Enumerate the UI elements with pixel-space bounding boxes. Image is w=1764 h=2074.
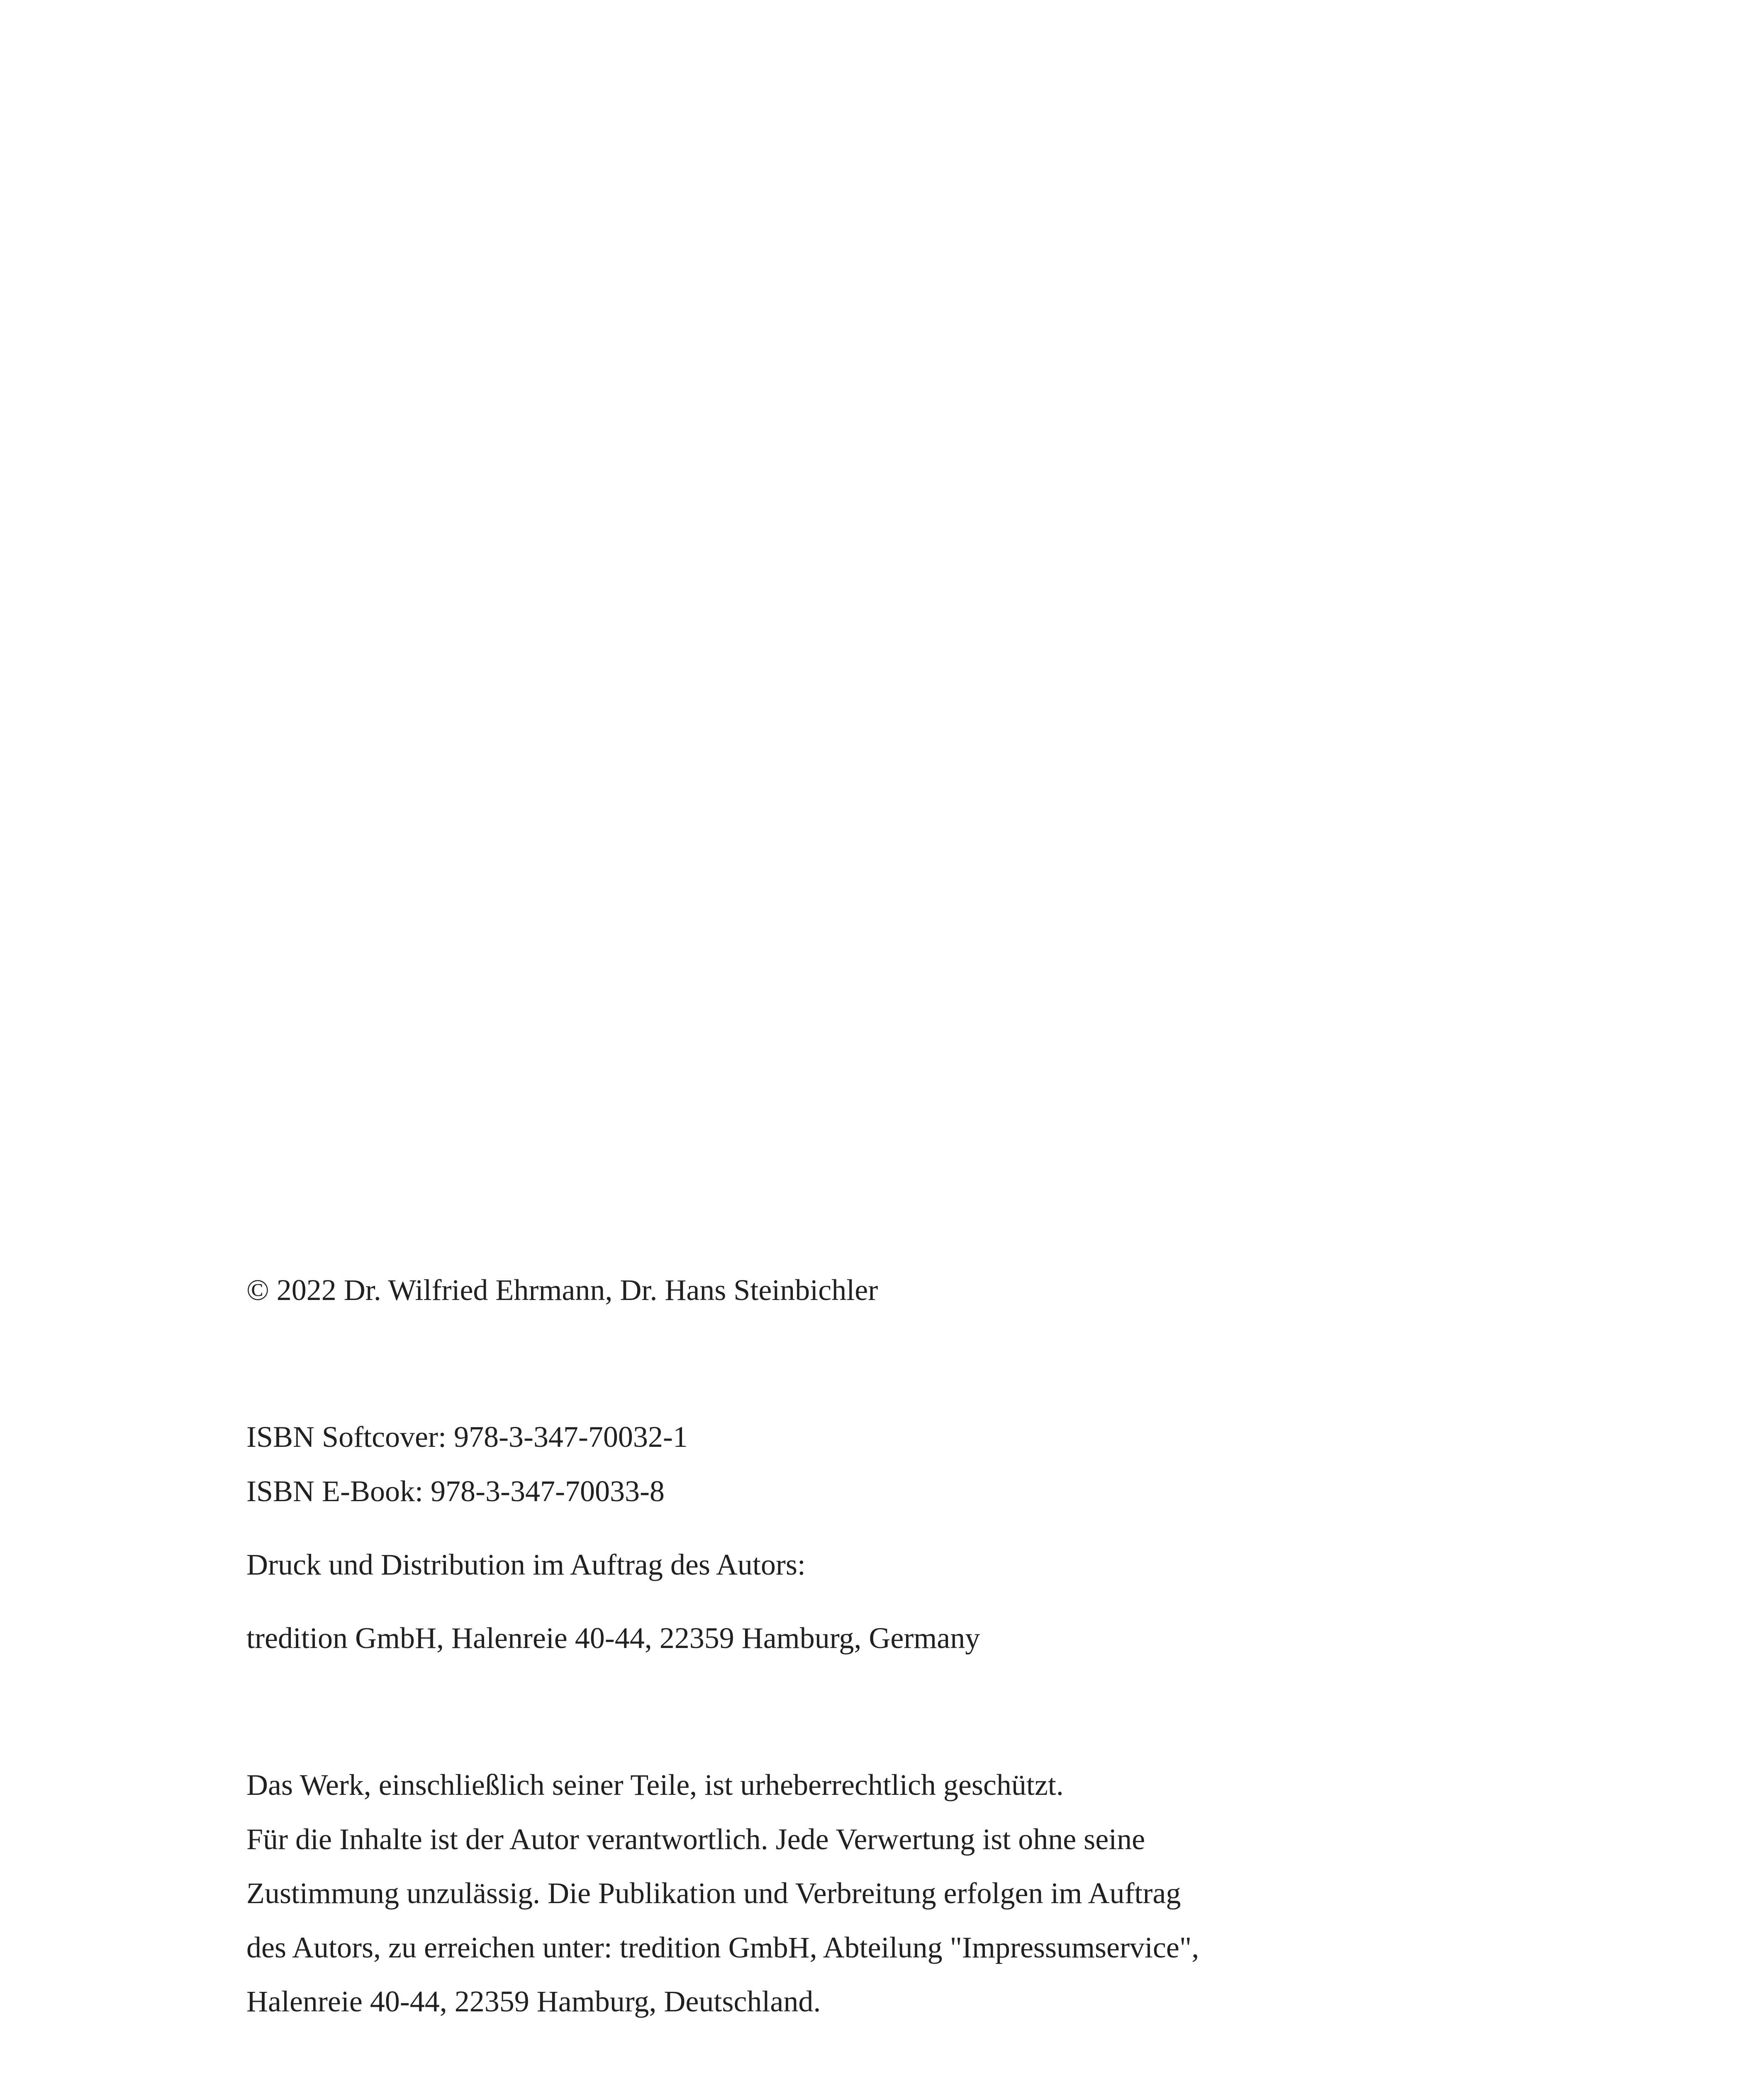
copyright-line: © 2022 Dr. Wilfried Ehrmann, Dr. Hans Steinbichler: [246, 1273, 878, 1307]
isbn-ebook: ISBN E-Book: 978-3-347-70033-8: [246, 1475, 665, 1508]
publisher-address: tredition GmbH, Halenreie 40-44, 22359 Hamburg, Germany: [246, 1621, 980, 1655]
legal-notice-line: Zustimmung unzulässig. Die Publikation und Verbreitung erfolgen im Auftrag: [246, 1877, 1181, 1910]
legal-notice-line: Für die Inhalte ist der Autor verantwortlich. Jede Verwertung ist ohne seine: [246, 1823, 1145, 1856]
isbn-softcover: ISBN Softcover: 978-3-347-70032-1: [246, 1420, 688, 1453]
legal-notice-line: Das Werk, einschließlich seiner Teile, ist urheberrechtlich geschützt.: [246, 1768, 1064, 1801]
legal-notice-line: des Autors, zu erreichen unter: tredition GmbH, Abteilung "Impressumservice",: [246, 1931, 1199, 1964]
distribution-label: Druck und Distribution im Auftrag des Autors:: [246, 1548, 806, 1581]
legal-notice-line: Halenreie 40-44, 22359 Hamburg, Deutschland.: [246, 1985, 821, 2018]
